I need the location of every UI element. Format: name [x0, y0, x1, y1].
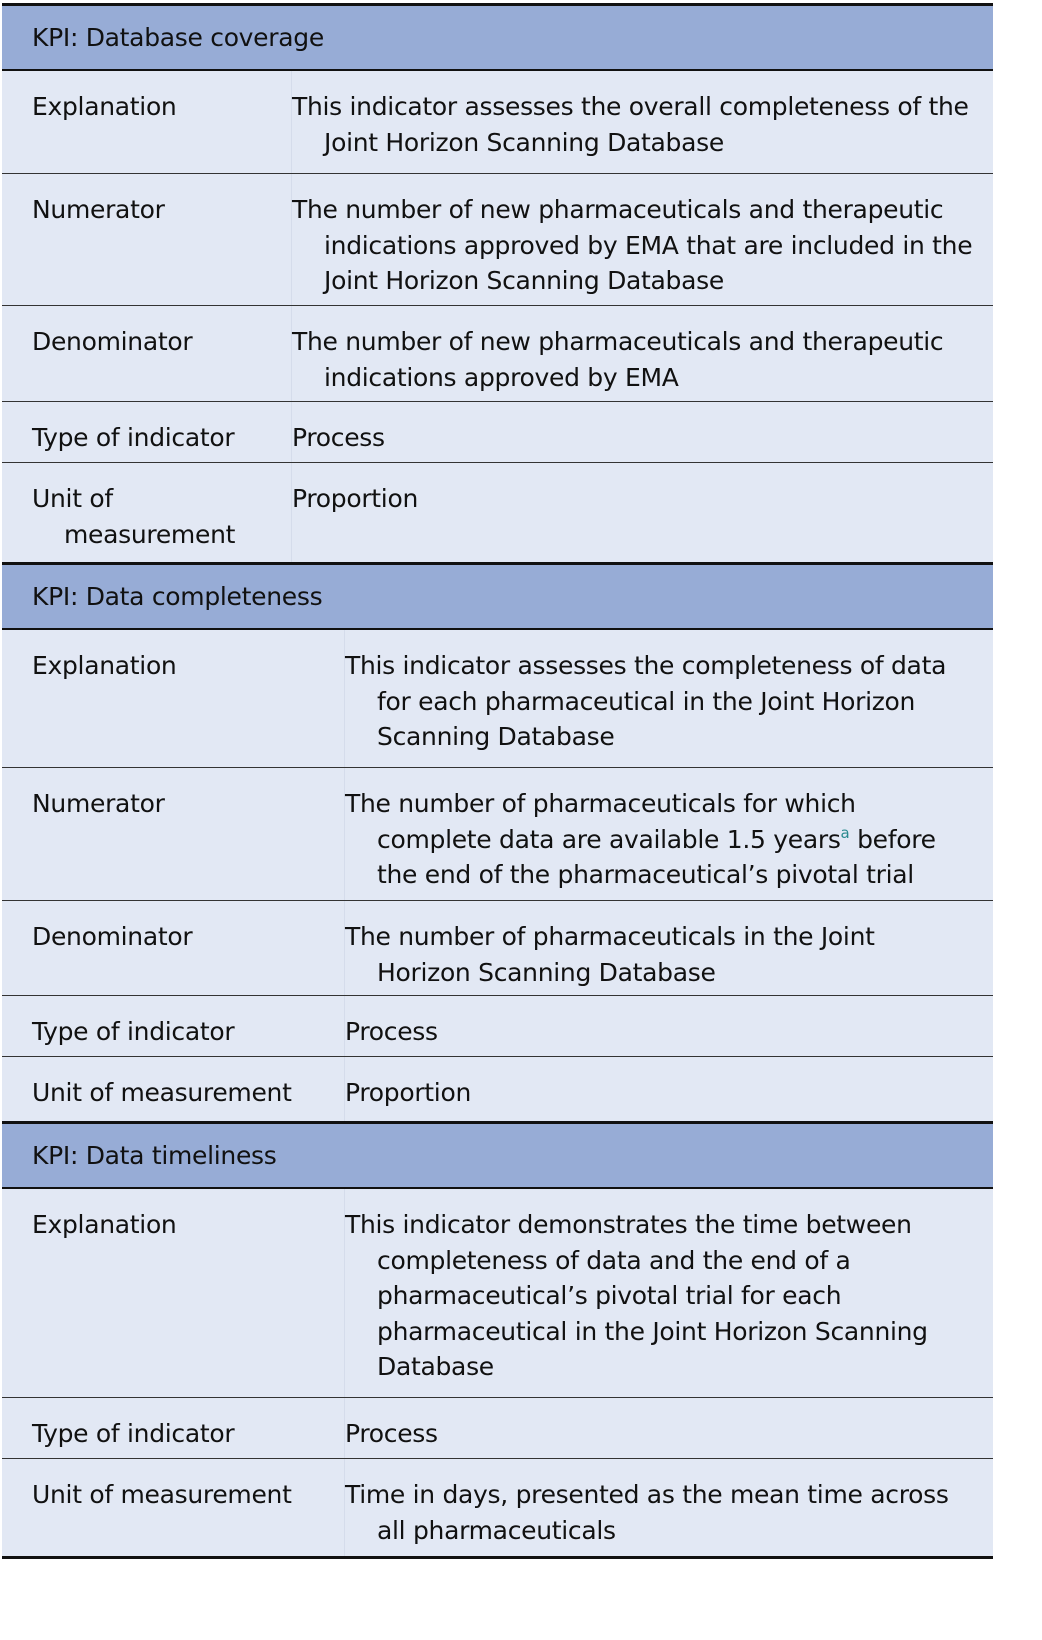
row-label: [2, 1189, 345, 1397]
kpi-section-title: KPI: Data completeness: [2, 562, 993, 630]
row-value-line: indications approved by EMA: [324, 362, 679, 392]
row-value-line: [345, 822, 973, 858]
row-value: [345, 1057, 993, 1121]
footnote-marker[interactable]: a: [840, 823, 850, 842]
row-value-line: completeness of data and the end of a: [377, 1245, 851, 1275]
row-value: [292, 174, 993, 305]
row-value-line: all pharmaceuticals: [377, 1515, 616, 1545]
row-label-line: Unit of measurement: [32, 1480, 292, 1509]
row-value: [292, 402, 993, 462]
row-value-line: for each pharmaceutical in the Joint Horizon: [377, 686, 916, 716]
row-value-line: Database: [377, 1352, 494, 1381]
kpi-section: [2, 562, 993, 1121]
row-value-line: the end of the pharmaceutical’s pivotal trial: [377, 860, 914, 889]
row-value-line: pharmaceutical in the Joint Horizon Scanning: [377, 1316, 928, 1346]
row-label: [2, 1398, 345, 1458]
row-value-line: Time in days, presented as the mean time across: [345, 1480, 949, 1509]
kpi-section-title: KPI: Data timeliness: [2, 1121, 993, 1189]
row-value-line: Joint Horizon Scanning Database: [324, 266, 724, 295]
row-value-line: Scanning Database: [377, 722, 615, 751]
row-label: [2, 306, 292, 401]
row-value-line: The number of pharmaceuticals in the Joint: [345, 922, 875, 951]
kpi-table: [2, 3, 993, 1559]
row-value: [345, 1189, 993, 1397]
row-label: [2, 1459, 345, 1556]
row-value-line: The number of new pharmaceuticals and therapeutic: [292, 195, 944, 224]
row-value: [345, 1398, 993, 1458]
row-value: [345, 768, 993, 900]
row-value: [345, 1459, 993, 1556]
kpi-section-title: KPI: Database coverage: [2, 3, 993, 71]
table-row: [2, 306, 993, 402]
row-value: [345, 996, 993, 1056]
row-value: [292, 71, 993, 173]
row-value-line: This indicator assesses the completeness of data: [345, 651, 947, 680]
row-label-line: Unit of measurement: [32, 1078, 292, 1107]
row-value-line: pharmaceutical’s pivotal trial for each: [377, 1281, 842, 1310]
row-value-line: Proportion: [292, 484, 418, 513]
table-row: [2, 901, 993, 996]
row-value-line: Joint Horizon Scanning Database: [324, 127, 724, 157]
row-value: [292, 463, 993, 562]
table-row: [2, 630, 993, 768]
row-label: [2, 996, 345, 1056]
table-row: [2, 996, 993, 1057]
row-value-line: The number of pharmaceuticals for which: [345, 789, 856, 818]
row-value-text: complete data are available 1.5 years: [377, 824, 841, 854]
row-value-line: This indicator demonstrates the time between: [345, 1210, 912, 1239]
row-label-line: Unit of: [32, 484, 113, 513]
row-value-line: The number of new pharmaceuticals and therapeutic: [292, 327, 944, 356]
table-row: [2, 71, 993, 174]
row-label-line: Numerator: [32, 789, 165, 818]
row-label-line: Numerator: [32, 195, 165, 224]
row-label-line: Explanation: [32, 92, 177, 121]
table-row: [2, 1459, 993, 1556]
row-label: [2, 174, 292, 305]
kpi-section: [2, 1121, 993, 1559]
row-value-line: This indicator assesses the overall completeness of the: [292, 92, 969, 121]
row-label: [2, 630, 345, 767]
row-value-line: Proportion: [345, 1078, 471, 1107]
row-label-line: Explanation: [32, 1210, 177, 1239]
row-value-line: indications approved by EMA that are included in the: [324, 230, 973, 260]
table-row: [2, 174, 993, 306]
row-value-text: before: [849, 824, 936, 854]
table-row: [2, 1189, 993, 1398]
row-value-line: Process: [345, 1017, 438, 1046]
row-label: [2, 901, 345, 995]
row-label-line: measurement: [64, 519, 236, 549]
row-label-line: Type of indicator: [32, 423, 235, 452]
kpi-section: [2, 3, 993, 562]
row-value: [292, 306, 993, 401]
table-row: [2, 402, 993, 463]
row-value-line: Process: [292, 423, 385, 452]
row-label-line: Type of indicator: [32, 1419, 235, 1448]
row-label: [2, 1057, 345, 1121]
row-value-line: Process: [345, 1419, 438, 1448]
table-row: [2, 463, 993, 562]
row-value: [345, 630, 993, 767]
table-row: [2, 1398, 993, 1459]
row-value-line: Horizon Scanning Database: [377, 957, 716, 987]
table-row: [2, 1057, 993, 1121]
row-label-line: Denominator: [32, 922, 193, 951]
row-label: [2, 402, 292, 462]
row-label: [2, 463, 292, 562]
table-row: [2, 768, 993, 901]
row-label: [2, 71, 292, 173]
row-label-line: Explanation: [32, 651, 177, 680]
row-label-line: Type of indicator: [32, 1017, 235, 1046]
row-label: [2, 768, 345, 900]
row-label-line: Denominator: [32, 327, 193, 356]
row-value: [345, 901, 993, 995]
